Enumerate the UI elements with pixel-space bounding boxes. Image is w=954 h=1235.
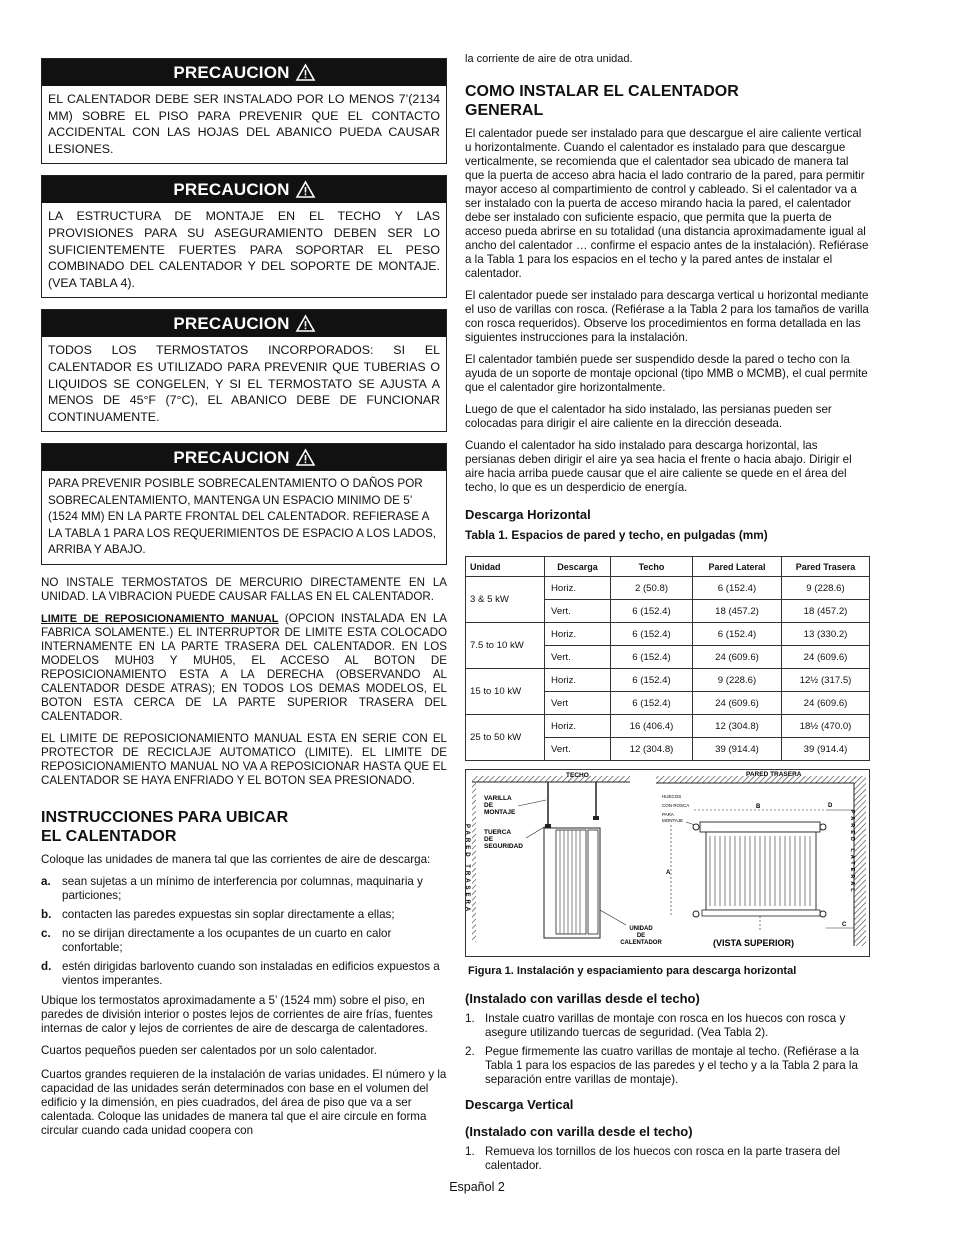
table-row bbox=[466, 715, 870, 738]
continued-text: la corriente de aire de otra unidad. bbox=[465, 53, 633, 65]
caution-header bbox=[42, 310, 446, 337]
step-number: 1. bbox=[465, 1145, 475, 1158]
table-cell: 6 (152.4) bbox=[611, 600, 693, 623]
ceiling-label: TECHO bbox=[566, 772, 589, 779]
list-item bbox=[465, 1045, 870, 1087]
header-ceiling: Techo bbox=[611, 557, 693, 577]
left-column bbox=[41, 58, 447, 1146]
unit-cell: 7.5 to 10 kW bbox=[466, 623, 545, 669]
right-column bbox=[465, 52, 870, 1178]
placement-list bbox=[41, 875, 447, 988]
header-discharge: Descarga bbox=[545, 557, 611, 577]
warning-triangle-icon bbox=[296, 315, 315, 332]
step-text: Pegue firmemente las cuatro varillas de montaje al techo. (Refiérase a la Tabla 1 para los espacios de las paredes y el techo y a la Tabla 2 para la separación entre varillas de montaje). bbox=[485, 1045, 859, 1086]
table-cell: 39 (914.4) bbox=[782, 738, 870, 761]
side-wall-hatch bbox=[854, 776, 866, 946]
general-paragraph: El calentador puede ser instalado para que descargue el aire caliente vertical u horizontalmente. Cuando el calentador es instalado para que descargue verticalmente, se recomienda que el calentador sea ubicado de manera tal que la puerta de acceso abra hacia el lado contrario de la pared, para permitir mayor acceso al compartimiento de control y cableado. Si el calentador va a ser instalado con la puerta de acceso mirando hacia la pared, el calentador debe ser instalado con suficiente espacio, que permita que la puerta de acceso pueda abrirse en su totalidad (una distancia aproximadamente igual al ancho del calentador … confirme el espacio antes de la instalación). Refiérase a la Tabla 1 para los espacios en el techo y la pared antes de instalar el calentador. bbox=[465, 127, 869, 280]
list-item bbox=[41, 908, 447, 922]
install-heading-line2: GENERAL bbox=[465, 102, 544, 119]
heater-top-view bbox=[693, 822, 826, 917]
manual-reset-text: (OPCION INSTALADA EN LA FABRICA SOLAMENTE.) EL INTERRUPTOR DE LIMITE ESTA COLOCADO INTERNAMENTE EN LA PARTE TRASERA DEL CALENTADOR. EN LOS MODELOS MUH03 Y MUH05, EL ACCESO AL BOTON DE REPOSICIONAMIENTO ESTA A LA DERECHA (OBSERVANDO AL CALENTADOR DESDE ATRAS); EN TODOS LOS DEMAS MODELOS, EL BOTON ESTA CERCA DE LA PARTE SUPERIOR TRASERA DEL CALENTADOR. bbox=[41, 612, 447, 724]
figure-caption: Figura 1. Instalación y espaciamiento para descarga horizontal bbox=[468, 965, 797, 977]
location-heading-line2: EL CALENTADOR bbox=[41, 828, 177, 846]
page-footer: Español 2 bbox=[449, 1180, 505, 1194]
caution-header bbox=[42, 444, 446, 471]
table-row bbox=[466, 669, 870, 692]
vertical-steps bbox=[465, 1145, 870, 1173]
ceiling-hatch bbox=[472, 776, 630, 782]
table-header-row bbox=[466, 557, 870, 577]
caution-title: PRECAUCION bbox=[173, 314, 290, 334]
horizontal-discharge-heading: Descarga Horizontal bbox=[465, 507, 591, 522]
list-marker: a. bbox=[41, 875, 51, 889]
left-wall-hatch bbox=[472, 782, 476, 942]
side-wall-vertical-label: PARED LATERAL bbox=[849, 810, 855, 895]
placement-intro: Coloque las unidades de manera tal que las corrientes de aire de descarga: bbox=[41, 853, 431, 867]
caution-text: LA ESTRUCTURA DE MONTAJE EN EL TECHO Y LAS PROVISIONES PARA SU ASEGURAMIENTO DEBEN SER LO SUFICIENTEMENTE FUERTES PARA SOPORTAR EL PESO COMBINADO DEL CALENTADOR Y DEL SOPORTE DE MONTAJE. (VEA TABLA 4). bbox=[48, 209, 440, 290]
table-cell: 2 (50.8) bbox=[611, 577, 693, 600]
list-text: contacten las paredes expuestas sin soplar directamente a ellas; bbox=[62, 908, 395, 922]
table-cell: Horiz. bbox=[545, 577, 611, 600]
louvers-paragraph: Luego de que el calentador ha sido instalado, las persianas pueden ser colocadas para dirigir el aire caliente en la dirección deseada. bbox=[465, 403, 832, 430]
horizontal-discharge-paragraph: Cuando el calentador ha sido instalado para descarga horizontal, las persianas deben dirigir el aire ya sea hacia el frente o hacia abajo. Dirigir el aire hacia arriba puede causar que el aire caliente se quede en el área del techo, lo que es un desperdicio de energía. bbox=[465, 439, 852, 494]
table-cell: 6 (152.4) bbox=[611, 669, 693, 692]
clearance-table bbox=[465, 556, 870, 761]
table-cell: 6 (152.4) bbox=[611, 646, 693, 669]
ceiling-steps bbox=[465, 1012, 870, 1087]
table-cell: 16 (406.4) bbox=[611, 715, 693, 738]
table-cell: Horiz. bbox=[545, 669, 611, 692]
header-rear-wall: Pared Trasera bbox=[782, 557, 870, 577]
dim-c: C bbox=[842, 922, 847, 928]
installation-diagram bbox=[466, 770, 869, 956]
header-unit: Unidad bbox=[466, 557, 545, 577]
caution-header bbox=[42, 59, 446, 86]
list-item bbox=[41, 875, 447, 903]
table-row bbox=[466, 623, 870, 646]
step-text: Remueva los tornillos de los huecos con rosca en la parte trasera del calentador. bbox=[485, 1145, 841, 1172]
caution-title: PRECAUCION bbox=[173, 448, 290, 468]
caution-box-4 bbox=[41, 443, 447, 565]
warning-triangle-icon bbox=[296, 181, 315, 198]
table-row bbox=[466, 577, 870, 600]
table-cell: Vert bbox=[545, 692, 611, 715]
list-marker: b. bbox=[41, 908, 52, 922]
dim-b: B bbox=[756, 804, 761, 810]
install-heading bbox=[465, 82, 870, 120]
threaded-holes-label: HUECOS CON ROSCA PARA MONTAJE bbox=[662, 794, 690, 823]
caution-title: PRECAUCION bbox=[173, 63, 290, 82]
unit-cell: 25 to 50 kW bbox=[466, 715, 545, 761]
dim-d: D bbox=[828, 803, 833, 809]
caution-text: PARA PREVENIR POSIBLE SOBRECALENTAMIENTO O DAÑOS POR SOBRECALENTAMIENTO, MANTENGA UN ESPACIO MINIMO DE 5’ (1524 MM) EN LA PARTE FRONTAL DEL CALENTADOR. REFIERASE A LA TABLA 1 PARA LOS REQUERIMIENTOS DE ESPACIO A LOS LADOS, ARRIBA Y ABAJO. bbox=[48, 477, 436, 556]
list-item bbox=[41, 960, 447, 988]
dim-a: A bbox=[666, 870, 671, 876]
table-cell: Vert. bbox=[545, 600, 611, 623]
warning-triangle-icon bbox=[296, 64, 315, 81]
caution-box-1 bbox=[41, 58, 447, 164]
nut-label: TUERCA DE SEGURIDAD bbox=[484, 829, 524, 850]
warning-triangle-icon bbox=[296, 449, 315, 466]
list-text: no se dirijan directamente a los ocupantes de un cuarto en calor confortable; bbox=[62, 927, 392, 955]
install-heading-line1: COMO INSTALAR EL CALENTADOR bbox=[465, 83, 739, 100]
caution-text: TODOS LOS TERMOSTATOS INCORPORADOS: SI EL CALENTADOR ES UTILIZADO PARA PREVENIR QUE TUBERIAS O LIQUIDOS SE CONGELEN, Y SI EL TERMOSTATO SE AJUSTA A MENOS DE 45°F (7°C), EL ABANICO DEBE DE FUNCIONAR CONTINUAMENTE. bbox=[48, 343, 440, 424]
rear-wall-vertical-label: PARED TRASERA bbox=[464, 824, 470, 915]
list-text: sean sujetas a un mínimo de interferencia por columnas, maquinaria y particiones; bbox=[62, 875, 423, 903]
list-item bbox=[41, 927, 447, 955]
thermostat-location: Ubique los termostatos aproximadamente a 5’ (1524 mm) sobre el piso, en paredes de división interior o postes lejos de corrientes de aire frías, fuentes internas de calor y lejos de corrientes de aire de descarga de calentadores. bbox=[41, 994, 433, 1036]
table-cell: 18 (457.2) bbox=[782, 600, 870, 623]
ceiling-rods-heading: (Instalado con varillas desde el techo) bbox=[465, 991, 700, 1006]
top-view-label: (VISTA SUPERIOR) bbox=[713, 938, 795, 948]
unit-cell: 15 to 10 kW bbox=[466, 669, 545, 715]
table-cell: 24 (609.6) bbox=[693, 646, 782, 669]
bracket-paragraph: El calentador también puede ser suspendido desde la pared o techo con la ayuda de un soporte de montaje opcional (tipo MMB o MCMB), el cual permite que el calentador gire horizontalmente. bbox=[465, 353, 868, 394]
table-cell: 24 (609.6) bbox=[693, 692, 782, 715]
step-number: 1. bbox=[465, 1012, 475, 1025]
list-item bbox=[465, 1012, 870, 1040]
mercury-warning: NO INSTALE TERMOSTATOS DE MERCURIO DIRECTAMENTE EN LA UNIDAD. LA VIBRACION PUEDE CAUSAR FALLAS EN EL CALENTADOR. bbox=[41, 576, 447, 604]
table-cell: 6 (152.4) bbox=[611, 692, 693, 715]
caution-title: PRECAUCION bbox=[173, 180, 290, 200]
table-cell: 39 (914.4) bbox=[693, 738, 782, 761]
ceiling-rod-heading: (Instalado con varilla desde el techo) bbox=[465, 1124, 693, 1139]
table-cell: 6 (152.4) bbox=[611, 623, 693, 646]
step-text: Instale cuatro varillas de montaje con rosca en los huecos con rosca y asegure utilizando tuercas de seguridad. (Vea Tabla 2). bbox=[485, 1012, 846, 1039]
list-marker: d. bbox=[41, 960, 52, 974]
location-heading bbox=[41, 808, 447, 846]
table-cell: 6 (152.4) bbox=[693, 623, 782, 646]
location-heading-line1: INSTRUCCIONES PARA UBICAR bbox=[41, 809, 289, 827]
table-cell: 24 (609.6) bbox=[782, 692, 870, 715]
header-side-wall: Pared Lateral bbox=[693, 557, 782, 577]
caution-box-2 bbox=[41, 175, 447, 298]
table-cell: 24 (609.6) bbox=[782, 646, 870, 669]
caution-header bbox=[42, 176, 446, 203]
heater-unit-label: UNIDAD DE CALENTADOR bbox=[620, 926, 662, 946]
table-cell: 12½ (317.5) bbox=[782, 669, 870, 692]
table-cell: Vert. bbox=[545, 646, 611, 669]
manual-reset-label: LIMITE DE REPOSICIONAMIENTO MANUAL bbox=[41, 613, 279, 626]
table-cell: 9 (228.6) bbox=[693, 669, 782, 692]
table-cell: Horiz. bbox=[545, 623, 611, 646]
list-marker: c. bbox=[41, 927, 51, 941]
rear-wall-top-label: PARED TRASERA bbox=[746, 771, 802, 778]
list-item bbox=[465, 1145, 870, 1173]
table-cell: 12 (304.8) bbox=[693, 715, 782, 738]
table-cell: 9 (228.6) bbox=[782, 577, 870, 600]
small-rooms: Cuartos pequeños pueden ser calentados por un solo calentador. bbox=[41, 1044, 377, 1058]
table-cell: 12 (304.8) bbox=[611, 738, 693, 761]
table-cell: Vert. bbox=[545, 738, 611, 761]
table-cell: 6 (152.4) bbox=[693, 577, 782, 600]
installation-figure bbox=[465, 769, 870, 957]
heater-side-view bbox=[544, 828, 600, 938]
table-cell: 18½ (470.0) bbox=[782, 715, 870, 738]
table-title: Tabla 1. Espacios de pared y techo, en pulgadas (mm) bbox=[465, 528, 768, 542]
table-cell: Horiz. bbox=[545, 715, 611, 738]
manual-reset-paragraph bbox=[41, 612, 447, 724]
manual-reset-series: EL LIMITE DE REPOSICIONAMIENTO MANUAL ESTA EN SERIE CON EL PROTECTOR DE RECICLAJE AUTOMATICO (LIMITE). EL LIMITE DE REPOSICIONAMIENTO MANUAL NO VA A REPOSICIONAR HASTA QUE EL CALENTADOR SE HAYA ENFRIADO Y EL BOTON SEA PRESIONADO. bbox=[41, 732, 447, 788]
unit-cell: 3 & 5 kW bbox=[466, 577, 545, 623]
list-text: estén dirigidas barlovento cuando son instaladas en edificios expuestos a vientos imperantes. bbox=[62, 960, 440, 988]
table-cell: 13 (330.2) bbox=[782, 623, 870, 646]
rods-paragraph: El calentador puede ser instalado para descarga vertical u horizontal mediante el uso de varillas con rosca. (Refiérase a la Tabla 2 para los tamaños de varilla con rosca requeridos). Observe los procedimientos en forma detallada en las siguientes instrucciones para la instalación. bbox=[465, 289, 869, 344]
rod-label: VARILLA DE MONTAJE bbox=[484, 795, 516, 816]
table-cell: 18 (457.2) bbox=[693, 600, 782, 623]
large-rooms: Cuartos grandes requieren de la instalación de varias unidades. El número y la capacidad de las unidades serán determinados con base en el volumen del edificio y la dimensión, en pies cuadrados, del área de piso que va a ser calentada. Coloque las unidades de manera tal que el aire circule en forma circular cuando cada unidad coopera con bbox=[41, 1068, 447, 1138]
caution-text: EL CALENTADOR DEBE SER INSTALADO POR LO MENOS 7’(2134 MM) SOBRE EL PISO PARA PREVENIR QUE EL CONTACTO ACCIDENTAL CON LAS HOJAS DEL ABANICO PUEDA CAUSAR LESIONES. bbox=[48, 92, 440, 156]
vertical-discharge-heading: Descarga Vertical bbox=[465, 1097, 574, 1112]
step-number: 2. bbox=[465, 1045, 475, 1058]
caution-box-3 bbox=[41, 309, 447, 432]
